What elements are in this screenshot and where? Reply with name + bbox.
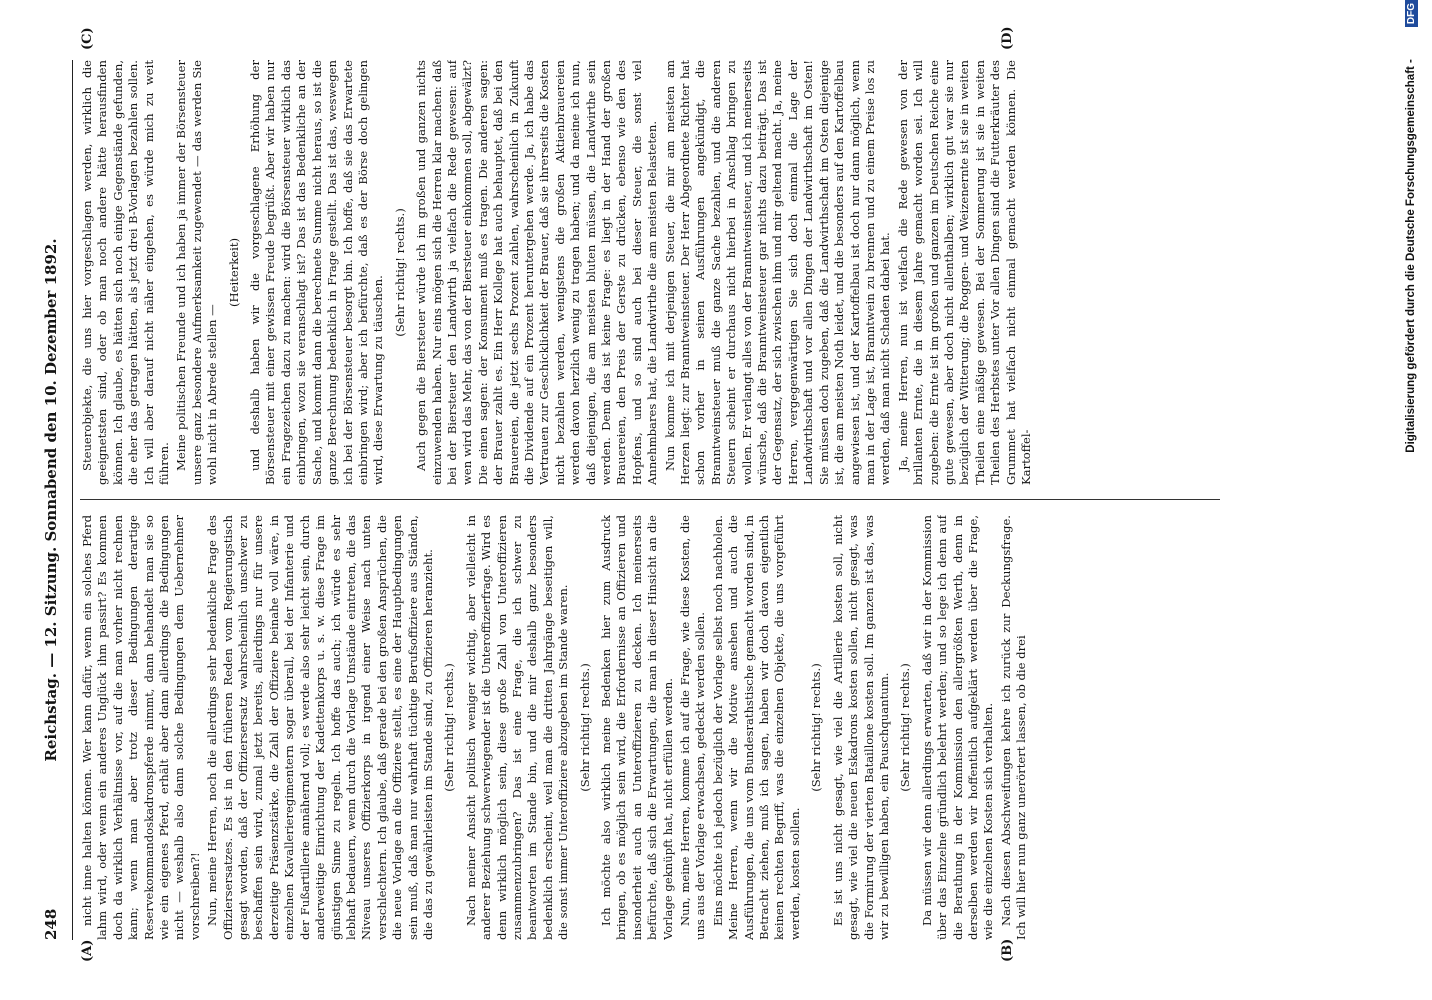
paragraph: Nach diesen Abschweifungen kehre ich zurück zur Deckungsfrage. Ich will hier nun ganz unerörtert lassen, ob die drei bbox=[998, 515, 1029, 940]
paragraph: Auch gegen die Biersteuer würde ich im großen und ganzen nichts einzuwenden haben. Nur eins mögen sich die Herren klar machen: daß bei der Biersteuer den Landwirth ja vielfach die Rede gewesen: auf wen wird das Mehr, das von der Biersteuer einkommen soll, abgewälzt? Die einen sagen: der Konsument muß es tragen. Die anderen sagen: der Brauer zahlt es. Ein Herr Kollege hat auch behauptet, daß bei den Brauereien, die jetzt sechs Prozent zahlen, wahrscheinlich in Zukunft die Dividende auf ein Prozent heruntergehen werde. Ja, ich habe das Vertrauen zur Geschicklichkeit der Brauer, daß sie ihrerseits die Kosten nicht bezahlen werden, wenigstens die großen Aktienbrauereien werden davon herzlich wenig zu tragen haben; und da meine ich nun, daß diejenigen, die am meisten bluten müssen, die Landwirthe sein werden. Denn das ist keine Frage: es liegt in der Hand der großen Brauereien, den Preis der Gerste zu drücken, ebenso wie den des Hopfens, und so sind auch bei dieser Steuer, die sonst viel Annehmbares hat, die Landwirthe die am meisten Belasteten. bbox=[414, 60, 660, 485]
paragraph: Ich möchte also wirklich meine Bedenken hier zum Ausdruck bringen, ob es möglich sein wird, die Erfordernisse an Offizieren und insonderheit auch an Unteroffizieren zu decken. Ich meinerseits befürchte, daß sich die Erwartungen, die man in dieser Hinsicht an die Vorlage geknüpft hat, nicht erfüllen werden. bbox=[599, 515, 675, 940]
interjection: (Heiterkeit) bbox=[226, 237, 241, 308]
interjection: (Sehr richtig! rechts.) bbox=[577, 663, 592, 792]
paragraph: Steuerobjekte, die uns hier vorgeschlagen werden, wirklich die geeignetsten sind, oder ob man noch andere hätte herausfinden können. Ich glaube, es hätten sich noch einige Gegenstände gefunden, die eher das getragen hätten, als jetzt drei B-Vorlagen bezahlen sollen. Ich will aber darauf nicht näher eingehen, es würde mich zu weit führen. bbox=[80, 60, 172, 485]
paragraph: Nun, meine Herren, noch die allerdings sehr bedenkliche Frage des Offiziersersatzes. Es ist in den früheren Reden vom Regierungstisch gesagt worden, daß der Offiziersersatz wahrscheinlich unschwer zu beschaffen sein wird, zumal jetzt bereits, allerdings nur für unsere derzeitige Präsenzstärke, die Zahl der Offiziere beinahe voll wäre, in einzelnen Kavallerieregimentern sogar überall, bei der Infanterie und der Fußartillerie annähernd voll; es werde also sehr leicht sein, durch anderweitige Einrichtung der Kadettenkorps u. s. w. diese Frage im günstigen Sinne zu regeln. Ich hoffe das auch; ich würde es sehr lebhaft bedauern, wenn durch die Vorlage Umstände eintreten, die das Niveau unseres Offizierkorps in irgend einer Weise nach unten verschlechtern. Ich glaube, daß gerade bei den großen Ansprüchen, die die neue Vorlage an die Offiziere stellt, es eine der Hauptbedingungen sein muß, daß man nur wahrhaft tüchtige Berufsoffiziere aus Ständen, die das zu gewährleisten im Stande sind, zu Offizieren heranzieht. bbox=[205, 515, 435, 940]
margin-marker-b: (B) bbox=[1000, 938, 1015, 962]
left-column bbox=[80, 515, 1240, 940]
margin-marker-a: (A) bbox=[80, 939, 95, 962]
right-column bbox=[80, 60, 1240, 485]
page-header bbox=[42, 60, 66, 940]
paragraph: Da müssen wir denn allerdings erwarten, daß wir in der Kommission über das Einzelne gründlich belehrt werden; und so lege ich denn auf die Berathung in der Kommission den allergrößten Werth, denn in derselben werden wir hoffentlich aufgeklärt werden über die Frage, wie die einzelnen Kosten sich verhalten. bbox=[919, 515, 996, 940]
interjection: (Sehr richtig! rechts.) bbox=[392, 208, 407, 337]
paragraph: und deshalb haben wir die vorgeschlagene Erhöhung der Börsensteuer mit einer gewissen Freude begrüßt. Aber wir haben nur ein Fragezeichen dazu zu machen: wird die Börsensteuer wirklich das einbringen, wozu sie veranschlagt ist? Das ist das Bedenkliche an der Sache, und kommt dann die berechnete Summe nicht heraus, so ist die ganze Berechnung bedenklich in Frage gestellt. Das ist das, weswegen ich bei der Börsensteuer besorgt bin. Ich hoffe, daß sie das Erwartete einbringen wird; aber ich befürchte, daß es der Börse doch gelingen wird, diese Erwartung zu täuschen. bbox=[248, 60, 386, 485]
paragraph: Eins möchte ich jedoch bezüglich der Vorlage selbst noch nachholen. Meine Herren, wenn wir die Motive ansehen und auch die Ausführungen, die uns vom Bundesrathstische gemacht worden sind, in Betracht ziehen, muß ich sagen, haben wir doch davon eigentlich keinen rechten Begriff, was die einzelnen Objekte, die uns vorgeführt werden, kosten sollen. bbox=[710, 515, 802, 940]
dfg-logo: DFG bbox=[1405, 0, 1418, 27]
page-number: 248 bbox=[42, 908, 60, 940]
paragraph: Es ist uns nicht gesagt, wie viel die Artillerie kosten soll, nicht gesagt, wie viel die neuen Eskadrons kosten sollen, nicht gesagt, was die Formirung der vierten Bataillone kosten soll. Im ganzen ist das, was wir zu bewilligen haben, ein Pauschquantum. bbox=[830, 515, 891, 940]
paragraph: Ja, meine Herren, nun ist vielfach die Rede gewesen von der brillanten Ernte, die in diesem Jahre gemacht worden sei. Ich will zugeben: die Ernte ist im großen und ganzen im Deutschen Reiche eine gute gewesen, aber doch nicht allenthalben; wirklich gut war sie nur bezüglich der Witterung; die Roggen- und Weizenernte ist sie in weiten Theilen eine mäßige gewesen. Bei der Sommerung ist sie in weiten Theilen des Herbstes unter Vor allen Dingen sind die Futterkräuter des Grummet hat vielfach nicht einmal gemacht werden können. Die Kartoffel- bbox=[895, 60, 1033, 485]
margin-marker-d: (D) bbox=[1000, 26, 1015, 50]
interjection: (Sehr richtig! rechts.) bbox=[898, 663, 913, 792]
paragraph: nicht inne halten können. Wer kann dafür, wenn ein solches Pferd lahm wird, oder wenn ein anderes Unglück ihm passirt? Es kommen doch da wirklich Verhältnisse vor, auf die man vorher nicht rechnen kann; wenn man aber trotz dieser Bedingungen derartige Reservekommandoskadronspferde nimmt, dann behandelt man sie so wie ein eigenes Pferd, erhält aber dann allerdings die Bedingungen nicht — weshalb also dann solche Bedingungen dem Uebernehmer vorschreiben?! bbox=[80, 515, 202, 940]
funding-note: Digitalisierung gefördert durch die Deutsche Forschungsgemeinschaft - bbox=[1405, 59, 1417, 453]
column-divider bbox=[80, 499, 1220, 500]
paragraph: Nach meiner Ansicht politisch weniger wichtig, aber vielleicht in anderer Beziehung schwerwiegender ist die Unteroffizierfrage. Wird es denn wirklich möglich sein, diese große Zahl von Unteroffizieren zusammenzubringen? Das ist eine Frage, die ich schwer zu beantworten im Stande bin, und die mir deshalb ganz besonders bedenklich erscheint, weil man die dritten Jahrgänge beseitigen will, die sonst immer Unteroffiziere abzugeben im Stande waren. bbox=[463, 515, 571, 940]
interjection: (Sehr richtig! rechts.) bbox=[809, 663, 824, 792]
paragraph: Nun, meine Herren, komme ich auf die Frage, wie diese Kosten, die uns aus der Vorlage erwachsen, gedeckt werden sollen. bbox=[678, 515, 708, 940]
digitization-footer bbox=[1405, 0, 1429, 1000]
header-rule bbox=[72, 60, 73, 940]
paragraph: Nun komme ich mit derjenigen Steuer, die mir am meisten am Herzen liegt: zur Branntweinsteuer. Der Herr Abgeordnete Richter hat schon vorher in seinen Ausführungen angekündigt, die Branntweinsteuer muß die ganze Sache bezahlen, und die anderen Steuern scheint er durchaus nicht hierbei in Anschlag bringen zu wollen. Er verlangt alles von der Branntweinsteuer, und ich meinerseits wünsche, daß die Branntweinsteuer gar nichts dazu beiträgt. Das ist der Gegensatz, der sich zwischen ihm und mir geltend macht. Ja, meine Herren, vergegenwärtigen Sie sich doch einmal die Lage der Landwirthschaft und vor allen Dingen der Landwirthschaft im Osten! Sie müssen doch zugeben, daß die Landwirthschaft im Osten diejenige ist, die am meisten Noth leidet, und die besonders auf den Kartoffelbau angewiesen ist, und der Kartoffelbau ist doch nur dann möglich, wenn man in der Lage ist, Branntwein zu brennen und zu einem Preise los zu werden, daß man nicht Schaden dabei hat. bbox=[662, 60, 893, 485]
paragraph: Meine politischen Freunde und ich haben ja immer der Börsensteuer unsere ganz besondere Aufmerksamkeit zugewendet — das werden Sie wohl nicht in Abrede stellen — bbox=[174, 60, 220, 485]
page-title: Reichstag. — 12. Sitzung. Sonnabend den 10. Dezember 1892. bbox=[42, 238, 60, 762]
margin-marker-c: (C) bbox=[80, 27, 95, 50]
interjection: (Sehr richtig! rechts.) bbox=[442, 663, 457, 792]
